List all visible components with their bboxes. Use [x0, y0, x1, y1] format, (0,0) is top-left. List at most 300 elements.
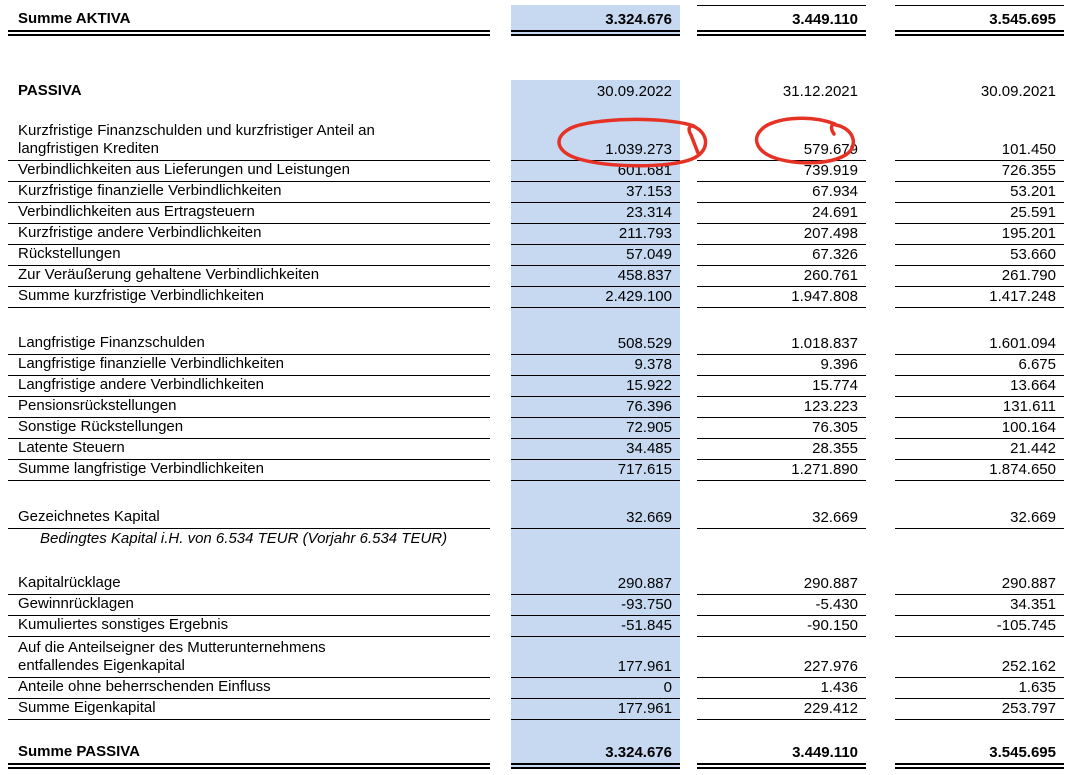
column-gap	[490, 334, 511, 355]
column-gap	[866, 595, 895, 616]
column-gap	[490, 397, 511, 418]
cell-value: 76.396	[626, 398, 672, 415]
table-row	[0, 245, 1082, 266]
balance-sheet	[0, 5, 1082, 769]
value-cell	[697, 508, 866, 529]
value-cell	[697, 334, 866, 355]
value-cell	[511, 574, 680, 595]
value-cell	[697, 376, 866, 397]
column-gap	[490, 182, 511, 203]
cell-value: 101.450	[1001, 141, 1056, 158]
value-cell	[511, 508, 680, 529]
spacer-row	[0, 308, 1082, 334]
cell-value: 207.498	[803, 225, 858, 242]
row-label-text: langfristigen Krediten	[18, 140, 159, 157]
cell-value: 1.635	[1018, 679, 1056, 696]
column-gap	[866, 266, 895, 287]
table-row	[0, 439, 1082, 460]
column-gap	[680, 266, 697, 287]
table-row	[0, 678, 1082, 699]
row-label	[8, 439, 490, 460]
cell-value: 458.837	[617, 267, 672, 284]
row-label-text: entfallendes Eigenkapital	[18, 657, 185, 674]
spacer-row	[0, 550, 1082, 574]
cell-value: 252.162	[1001, 658, 1056, 675]
value-cell	[511, 334, 680, 355]
value-cell	[697, 550, 866, 574]
row-label-text: Langfristige finanzielle Verbindlichkeiten	[18, 355, 285, 372]
row-label-text: Verbindlichkeiten aus Lieferungen und Leistungen	[18, 161, 350, 178]
column-gap	[680, 376, 697, 397]
column-date: 30.09.2022	[596, 83, 672, 100]
row-label-text: Langfristige Finanzschulden	[18, 334, 205, 351]
row-label-text: Anteile ohne beherrschenden Einfluss	[18, 678, 271, 695]
column-gap	[490, 720, 511, 738]
column-gap	[490, 80, 511, 102]
row-label-text: Gewinnrücklagen	[18, 595, 134, 612]
column-gap	[680, 120, 697, 161]
value-cell	[895, 266, 1064, 287]
value-cell	[697, 678, 866, 699]
cell-value: 28.355	[812, 440, 858, 457]
value-cell	[511, 182, 680, 203]
cell-value: 13.664	[1010, 377, 1056, 394]
row-summe-passiva	[0, 738, 1082, 769]
cell-value: 3.545.695	[989, 744, 1056, 761]
cell-value: -51.845	[621, 617, 672, 634]
row-label	[8, 574, 490, 595]
column-gap	[866, 120, 895, 161]
value-cell	[697, 439, 866, 460]
value-cell	[511, 637, 680, 678]
value-cell	[697, 574, 866, 595]
cell-value: 601.681	[617, 162, 672, 179]
row-label-text: Summe AKTIVA	[18, 10, 131, 27]
cell-value: 100.164	[1001, 419, 1056, 436]
column-gap	[866, 355, 895, 376]
value-cell	[697, 699, 866, 720]
value-cell	[895, 616, 1064, 637]
cell-value: 290.887	[1001, 575, 1056, 592]
column-gap	[866, 439, 895, 460]
row-label-text: Kurzfristige Finanzschulden und kurzfristiger Anteil an	[18, 122, 375, 139]
column-gap	[490, 550, 511, 574]
table-row	[0, 355, 1082, 376]
row-label-text: Summe Eigenkapital	[18, 699, 156, 716]
column-gap	[866, 5, 895, 36]
column-gap	[490, 203, 511, 224]
column-gap	[490, 529, 511, 550]
value-cell	[895, 376, 1064, 397]
value-cell	[697, 5, 866, 36]
value-cell	[895, 308, 1064, 334]
value-cell	[697, 182, 866, 203]
column-gap	[680, 182, 697, 203]
column-gap	[490, 595, 511, 616]
column-gap	[680, 355, 697, 376]
cell-value: 32.669	[1010, 509, 1056, 526]
row-bedingtes-kapital-note	[0, 529, 1082, 550]
column-gap	[680, 550, 697, 574]
value-cell	[511, 616, 680, 637]
value-cell	[895, 203, 1064, 224]
row-label	[8, 224, 490, 245]
column-gap	[866, 80, 895, 102]
cell-value: 32.669	[812, 509, 858, 526]
cell-value: 0	[663, 679, 672, 696]
value-cell	[697, 637, 866, 678]
column-gap	[866, 481, 895, 508]
value-cell	[697, 224, 866, 245]
value-cell	[511, 439, 680, 460]
row-column-headers	[0, 80, 1082, 102]
value-cell	[895, 481, 1064, 508]
cell-value: 57.049	[626, 246, 672, 263]
value-cell	[697, 161, 866, 182]
column-gap	[680, 245, 697, 266]
row-label-text: Summe PASSIVA	[18, 743, 140, 760]
value-cell	[697, 738, 866, 769]
value-cell	[511, 699, 680, 720]
column-gap	[866, 720, 895, 738]
column-gap	[490, 102, 511, 120]
value-cell	[697, 80, 866, 102]
column-gap	[866, 574, 895, 595]
column-gap	[866, 161, 895, 182]
value-cell	[697, 397, 866, 418]
column-gap	[490, 308, 511, 334]
table-row	[0, 224, 1082, 245]
column-gap	[680, 616, 697, 637]
cell-value: 24.691	[812, 204, 858, 221]
row-label	[8, 397, 490, 418]
value-cell	[895, 120, 1064, 161]
column-gap	[680, 637, 697, 678]
value-cell	[895, 80, 1064, 102]
column-gap	[680, 102, 697, 120]
cell-value: 260.761	[803, 267, 858, 284]
value-cell	[895, 574, 1064, 595]
cell-value: 1.039.273	[605, 141, 672, 158]
cell-value: 53.201	[1010, 183, 1056, 200]
value-cell	[895, 182, 1064, 203]
value-cell	[895, 550, 1064, 574]
column-gap	[680, 699, 697, 720]
value-cell	[511, 266, 680, 287]
cell-value: 739.919	[803, 162, 858, 179]
row-label	[8, 616, 490, 637]
value-cell	[895, 161, 1064, 182]
column-gap	[680, 5, 697, 36]
column-gap	[866, 418, 895, 439]
row-label-text: Summe kurzfristige Verbindlichkeiten	[18, 287, 264, 304]
table-row	[0, 203, 1082, 224]
row-label-text: Summe langfristige Verbindlichkeiten	[18, 460, 264, 477]
row-label	[8, 595, 490, 616]
value-cell	[511, 376, 680, 397]
cell-value: 9.396	[820, 356, 858, 373]
table-row	[0, 616, 1082, 637]
value-cell	[895, 460, 1064, 481]
column-gap	[680, 460, 697, 481]
cell-value: 253.797	[1001, 700, 1056, 717]
cell-value: 1.601.094	[989, 335, 1056, 352]
table-row	[0, 334, 1082, 355]
row-label	[8, 376, 490, 397]
column-gap	[866, 529, 895, 550]
cell-value: 1.874.650	[989, 461, 1056, 478]
column-gap	[680, 574, 697, 595]
value-cell	[511, 36, 680, 80]
column-gap	[490, 224, 511, 245]
column-gap	[680, 418, 697, 439]
cell-value: 717.615	[617, 461, 672, 478]
row-label	[8, 678, 490, 699]
value-cell	[697, 481, 866, 508]
column-gap	[680, 203, 697, 224]
cell-value: -105.745	[996, 617, 1056, 634]
table-row	[0, 266, 1082, 287]
spacer-row	[0, 36, 1082, 80]
row-label	[8, 334, 490, 355]
value-cell	[895, 245, 1064, 266]
cell-value: 72.905	[626, 419, 672, 436]
value-cell	[697, 287, 866, 308]
column-gap	[866, 397, 895, 418]
value-cell	[511, 224, 680, 245]
spacer-row	[0, 102, 1082, 120]
column-gap	[490, 355, 511, 376]
column-gap	[490, 287, 511, 308]
row-summe-langfristige	[0, 460, 1082, 481]
value-cell	[511, 738, 680, 769]
column-gap	[866, 334, 895, 355]
cell-value: 2.429.100	[605, 288, 672, 305]
cell-value: 15.774	[812, 377, 858, 394]
cell-value: 3.324.676	[605, 744, 672, 761]
cell-value: 3.449.110	[792, 11, 858, 28]
table-row	[0, 574, 1082, 595]
cell-value: 261.790	[1001, 267, 1056, 284]
column-gap	[490, 699, 511, 720]
cell-value: 123.223	[803, 398, 858, 415]
value-cell	[895, 595, 1064, 616]
cell-value: 34.351	[1010, 596, 1056, 613]
row-label-text: Zur Veräußerung gehaltene Verbindlichkeiten	[18, 266, 320, 283]
row-label	[8, 550, 490, 574]
table-row	[0, 182, 1082, 203]
table-row	[0, 637, 1082, 678]
row-label-text: Auf die Anteilseigner des Mutterunternehmens	[18, 639, 326, 656]
value-cell	[895, 102, 1064, 120]
column-gap	[680, 36, 697, 80]
row-label	[8, 637, 490, 678]
column-gap	[866, 308, 895, 334]
spacer-row	[0, 720, 1082, 738]
row-label	[8, 355, 490, 376]
row-summe-aktiva	[0, 5, 1082, 36]
row-label-text: Verbindlichkeiten aus Ertragsteuern	[18, 203, 255, 220]
value-cell	[697, 308, 866, 334]
row-label	[8, 203, 490, 224]
cell-value: 3.545.695	[989, 11, 1056, 28]
column-gap	[866, 203, 895, 224]
value-cell	[697, 203, 866, 224]
column-gap	[680, 161, 697, 182]
row-summe-eigenkapital	[0, 699, 1082, 720]
column-gap	[680, 678, 697, 699]
value-cell	[511, 203, 680, 224]
value-cell	[895, 678, 1064, 699]
cell-value: 229.412	[803, 700, 858, 717]
value-cell	[511, 355, 680, 376]
row-label	[8, 5, 490, 36]
value-cell	[511, 460, 680, 481]
value-cell	[511, 245, 680, 266]
row-label-text: Gezeichnetes Kapital	[18, 508, 160, 525]
column-gap	[490, 574, 511, 595]
column-gap	[866, 738, 895, 769]
column-gap	[680, 287, 697, 308]
value-cell	[895, 699, 1064, 720]
cell-value: 3.449.110	[792, 744, 858, 761]
value-cell	[697, 102, 866, 120]
row-label-text: PASSIVA	[18, 82, 82, 99]
column-gap	[490, 678, 511, 699]
value-cell	[895, 418, 1064, 439]
cell-value: 290.887	[617, 575, 672, 592]
column-gap	[680, 224, 697, 245]
column-gap	[680, 738, 697, 769]
row-label-text: Pensionsrückstellungen	[18, 397, 177, 414]
cell-value: 76.305	[812, 419, 858, 436]
row-label	[8, 120, 490, 161]
column-gap	[680, 720, 697, 738]
row-label-text: Kurzfristige finanzielle Verbindlichkeiten	[18, 182, 282, 199]
column-gap	[490, 161, 511, 182]
cell-value: -5.430	[815, 596, 858, 613]
value-cell	[511, 287, 680, 308]
row-label-text: Kapitalrücklage	[18, 574, 121, 591]
cell-value: 67.326	[812, 246, 858, 263]
column-date: 31.12.2021	[782, 83, 858, 100]
column-gap	[490, 245, 511, 266]
cell-value: 37.153	[626, 183, 672, 200]
value-cell	[697, 120, 866, 161]
table-row	[0, 161, 1082, 182]
value-cell	[895, 334, 1064, 355]
row-label	[8, 529, 490, 550]
value-cell	[511, 80, 680, 102]
row-label-text: Sonstige Rückstellungen	[18, 418, 184, 435]
column-gap	[490, 5, 511, 36]
row-kurzfristige-finanzschulden	[0, 120, 1082, 161]
spacer-row	[0, 481, 1082, 508]
column-gap	[490, 418, 511, 439]
cell-value: 508.529	[617, 335, 672, 352]
column-gap	[866, 460, 895, 481]
row-label	[8, 481, 490, 508]
value-cell	[895, 224, 1064, 245]
value-cell	[895, 637, 1064, 678]
column-gap	[680, 595, 697, 616]
column-gap	[490, 120, 511, 161]
column-gap	[866, 678, 895, 699]
row-summe-kurzfristige	[0, 287, 1082, 308]
column-gap	[866, 616, 895, 637]
value-cell	[697, 616, 866, 637]
column-gap	[490, 460, 511, 481]
cell-value: 9.378	[634, 356, 672, 373]
column-gap	[490, 738, 511, 769]
cell-value: -90.150	[807, 617, 858, 634]
cell-value: 1.271.890	[791, 461, 858, 478]
column-gap	[490, 481, 511, 508]
value-cell	[511, 120, 680, 161]
column-gap	[490, 266, 511, 287]
column-gap	[490, 616, 511, 637]
cell-value: 25.591	[1010, 204, 1056, 221]
row-label	[8, 460, 490, 481]
row-label-text: Kurzfristige andere Verbindlichkeiten	[18, 224, 262, 241]
value-cell	[697, 720, 866, 738]
value-cell	[697, 418, 866, 439]
cell-value: 53.660	[1010, 246, 1056, 263]
cell-value: 1.436	[820, 679, 858, 696]
row-label	[8, 182, 490, 203]
row-label-text: Rückstellungen	[18, 245, 121, 262]
value-cell	[511, 550, 680, 574]
value-cell	[895, 439, 1064, 460]
column-gap	[866, 550, 895, 574]
value-cell	[511, 397, 680, 418]
value-cell	[895, 720, 1064, 738]
cell-value: 21.442	[1010, 440, 1056, 457]
value-cell	[697, 36, 866, 80]
row-label	[8, 80, 490, 102]
row-label	[8, 287, 490, 308]
row-label-text: Bedingtes Kapital i.H. von 6.534 TEUR (Vorjahr 6.534 TEUR)	[40, 530, 448, 547]
value-cell	[697, 595, 866, 616]
value-cell	[895, 36, 1064, 80]
column-gap	[680, 529, 697, 550]
value-cell	[511, 418, 680, 439]
column-gap	[866, 637, 895, 678]
table-row	[0, 508, 1082, 529]
column-gap	[866, 699, 895, 720]
value-cell	[511, 529, 680, 550]
row-label-text: Kumuliertes sonstiges Ergebnis	[18, 616, 229, 633]
value-cell	[895, 355, 1064, 376]
column-gap	[680, 334, 697, 355]
row-label	[8, 508, 490, 529]
cell-value: 1.417.248	[989, 288, 1056, 305]
column-gap	[866, 287, 895, 308]
cell-value: -93.750	[621, 596, 672, 613]
row-label	[8, 699, 490, 720]
value-cell	[511, 308, 680, 334]
cell-value: 290.887	[803, 575, 858, 592]
cell-value: 177.961	[617, 700, 672, 717]
row-label	[8, 245, 490, 266]
column-gap	[866, 182, 895, 203]
value-cell	[697, 266, 866, 287]
column-gap	[680, 439, 697, 460]
column-gap	[680, 481, 697, 508]
cell-value: 131.611	[1002, 398, 1056, 415]
column-gap	[680, 308, 697, 334]
cell-value: 579.679	[803, 141, 858, 158]
